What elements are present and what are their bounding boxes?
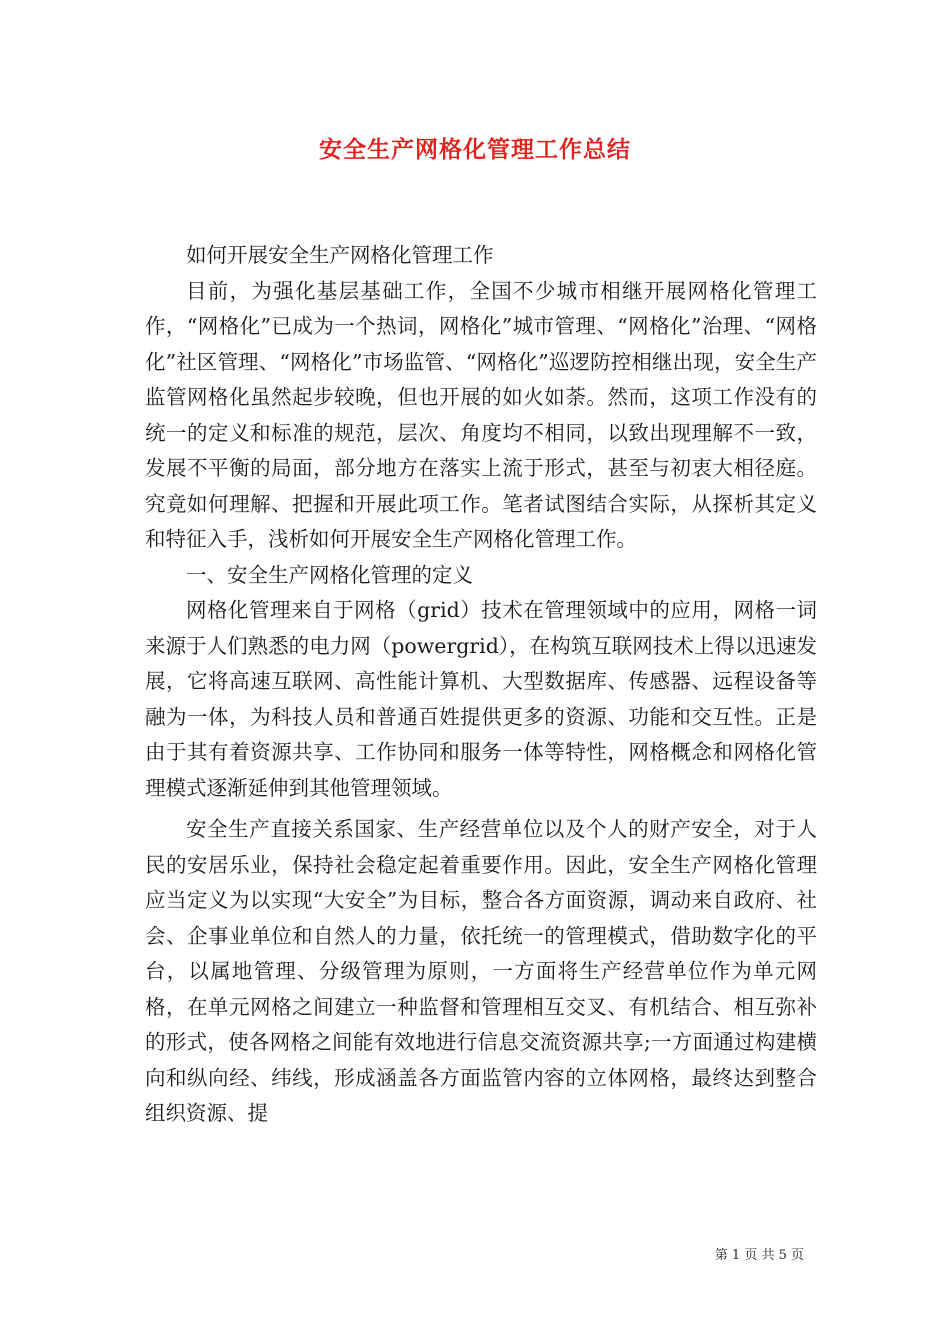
- document-body: [145, 238, 817, 1132]
- paragraph-safety-definition: 安全生产直接关系国家、生产经营单位以及个人的财产安全，对于人民的安居乐业，保持社会稳定起着重要作用。因此，安全生产网格化管理应当定义为以实现“大安全”为目标，整合各方面资源，调动来自政府、社会、企事业单位和自然人的力量，依托统一的管理模式，借助数字化的平台，以属地管理、分级管理为原则，一方面将生产经营单位作为单元网格，在单元网格之间建立一种监督和管理相互交叉、有机结合、相互弥补的形式，使各网格之间能有效地进行信息交流资源共享;一方面通过构建横向和纵向经、纬线，形成涵盖各方面监管内容的立体网格，最终达到整合组织资源、提: [145, 817, 817, 1125]
- page-number: 第 1 页 共 5 页: [714, 1248, 804, 1263]
- paragraph-grid-origin: 网格化管理来自于网格（grid）技术在管理领域中的应用，网格一词来源于人们熟悉的电力网（powergrid），在构筑互联网技术上得以迅速发展，它将高速互联网、高性能计算机、大型数据库、传感器、远程设备等融为一体，为科技人员和普通百姓提供更多的资源、功能和交互性。正是由于其有着资源共享、工作协同和服务一体等特性，网格概念和网格化管理模式逐渐延伸到其他管理领域。: [145, 598, 817, 800]
- document-title: 安全生产网格化管理工作总结: [319, 136, 631, 163]
- section-heading-how-to: 如何开展安全生产网格化管理工作: [186, 243, 494, 267]
- paragraph-intro: 目前，为强化基层基础工作，全国不少城市相继开展网格化管理工作，“网格化”已成为一个热词，网格化”城市管理、“网格化”治理、“网格化”社区管理、“网格化”市场监管、“网格化”巡逻防控相继出现，安全生产监管网格化虽然起步较晚，但也开展的如火如荼。然而，这项工作没有的统一的定义和标准的规范，层次、角度均不相同，以致出现理解不一致，发展不平衡的局面，部分地方在落实上流于形式，甚至与初衷大相径庭。究竟如何理解、把握和开展此项工作。笔者试图结合实际，从探析其定义和特征入手，浅析如何开展安全生产网格化管理工作。: [145, 278, 817, 551]
- section-heading-definition: 一、安全生产网格化管理的定义: [186, 562, 473, 587]
